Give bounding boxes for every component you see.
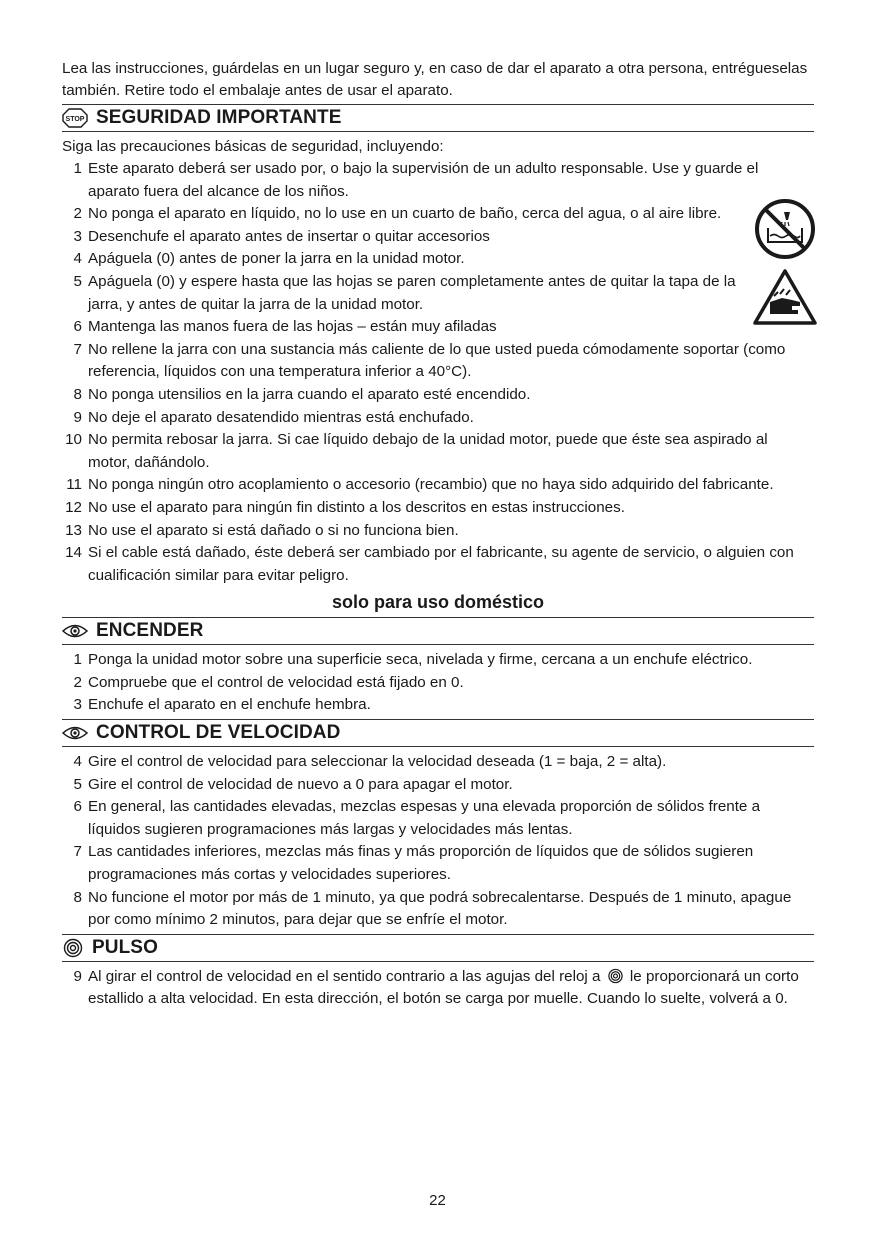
list-item: 14 Si el cable está dañado, éste deberá ser cambiado por el fabricante, su agente de servicio, o alguien con cualificación similar para evitar peligro. <box>65 544 794 584</box>
pulso-section-header <box>62 934 814 962</box>
list-item: 1 Ponga la unidad motor sobre una superficie seca, nivelada y firme, cercana a un enchufe eléctrico. <box>73 651 753 669</box>
safety-list <box>62 158 814 587</box>
safety-section-header <box>62 104 814 132</box>
list-item: 8 No ponga utensilios en la jarra cuando el aparato esté encendido. <box>73 385 531 403</box>
list-item: 7 No rellene la jarra con una sustancia más caliente de lo que usted pueda cómodamente soportar (como referencia, líquidos con una temperatura inferior a 40°C). <box>73 340 786 381</box>
pulso-text-after: le proporcionará un corto estallido a alta velocidad. En esta dirección, el botón se carga por muelle. Cuando lo suelte, volverá a 0. <box>88 967 799 1008</box>
list-item: 11 No ponga ningún otro acoplamiento o accesorio (recambio) que no haya sido adquirido del fabricante. <box>66 476 774 494</box>
velocidad-title: CONTROL DE VELOCIDAD <box>96 722 341 744</box>
safety-title: SEGURIDAD IMPORTANTE <box>96 107 342 128</box>
encender-list <box>62 649 814 717</box>
list-item: 4 Gire el control de velocidad para seleccionar la velocidad deseada (1 = baja, 2 = alta). <box>73 753 667 771</box>
eye-icon <box>62 622 88 640</box>
list-item: 6 En general, las cantidades elevadas, mezclas espesas y una elevada proporción de sólidos frente a líquidos sugieren programaciones más largas y velocidades más lentas. <box>73 798 761 838</box>
pulso-title: PULSO <box>92 936 158 958</box>
pulse-icon <box>62 938 84 958</box>
manual-page <box>62 58 814 1011</box>
list-item: 5 Gire el control de velocidad de nuevo a 0 para apagar el motor. <box>73 775 513 793</box>
pulso-list <box>62 966 814 1011</box>
list-item: 7 Las cantidades inferiores, mezclas más finas y más proporción de líquidos que de sólidos sugieren programaciones más cortas y velocidades superiores. <box>73 843 754 884</box>
list-item: 12 No use el aparato para ningún fin distinto a los descritos en estas instrucciones. <box>65 498 625 516</box>
page-number: 22 <box>429 1192 446 1209</box>
pulse-icon <box>607 968 624 984</box>
list-item: 3 Enchufe el aparato en el enchufe hembra. <box>73 696 371 714</box>
eye-icon <box>62 724 88 742</box>
no-water-icon <box>754 198 816 260</box>
list-item: 5 Apáguela (0) y espere hasta que las hojas se paren completamente antes de quitar la tapa de la jarra, y antes de quitar la jarra de la unidad motor. <box>73 272 736 313</box>
stop-icon-label: STOP <box>65 116 85 123</box>
list-item: 3 Desenchufe el aparato antes de insertar o quitar accesorios <box>73 227 490 245</box>
list-item: 9 Al girar el control de velocidad en el sentido contrario a las agujas del reloj a le proporcionará un corto estallido a alta velocidad. En esta dirección, el botón se carga por muelle. Cuando lo suelte, volverá a 0. <box>73 967 799 1008</box>
velocidad-list <box>62 751 814 932</box>
list-item: 13 No use el aparato si está dañado o si no funciona bien. <box>65 521 459 539</box>
list-item: 10 No permita rebosar la jarra. Si cae líquido debajo de la unidad motor, puede que éste sea aspirado al motor, dañándolo. <box>65 431 768 471</box>
intro-paragraph: Lea las instrucciones, guárdelas en un lugar seguro y, en caso de dar el aparato a otra persona, entrégueselas también. Retire todo el embalaje antes de usar el aparato. <box>62 60 808 99</box>
list-item: 6 Mantenga las manos fuera de las hojas – están muy afiladas <box>73 318 497 336</box>
domestic-use-notice: solo para uso doméstico <box>331 592 545 613</box>
list-item: 2 Compruebe que el control de velocidad está fijado en 0. <box>73 673 464 691</box>
safety-lead: Siga las precauciones básicas de seguridad, incluyendo: <box>62 138 444 155</box>
stop-icon <box>62 108 88 128</box>
list-item: 1 Este aparato deberá ser usado por, o bajo la supervisión de un adulto responsable. Use y guarde el aparato fuera del alcance de los niños. <box>73 160 759 200</box>
hand-blade-warning-icon <box>752 268 818 326</box>
velocidad-section-header <box>62 719 814 747</box>
warning-pictograms <box>752 198 816 326</box>
list-item: 9 No deje el aparato desatendido mientras está enchufado. <box>73 408 474 426</box>
list-item: 2 No ponga el aparato en líquido, no lo use en un cuarto de baño, cerca del agua, o al aire libre. <box>73 205 722 223</box>
list-item: 8 No funcione el motor por más de 1 minuto, ya que podrá sobrecalentarse. Después de 1 minuto, apague por como mínimo 2 minutos, para dejar que se enfríe el motor. <box>73 888 792 929</box>
list-item: 4 Apáguela (0) antes de poner la jarra en la unidad motor. <box>73 250 465 268</box>
encender-title: ENCENDER <box>96 620 204 642</box>
pulso-text-before: Al girar el control de velocidad en el sentido contrario a las agujas del reloj a <box>88 967 601 985</box>
encender-section-header <box>62 617 814 645</box>
